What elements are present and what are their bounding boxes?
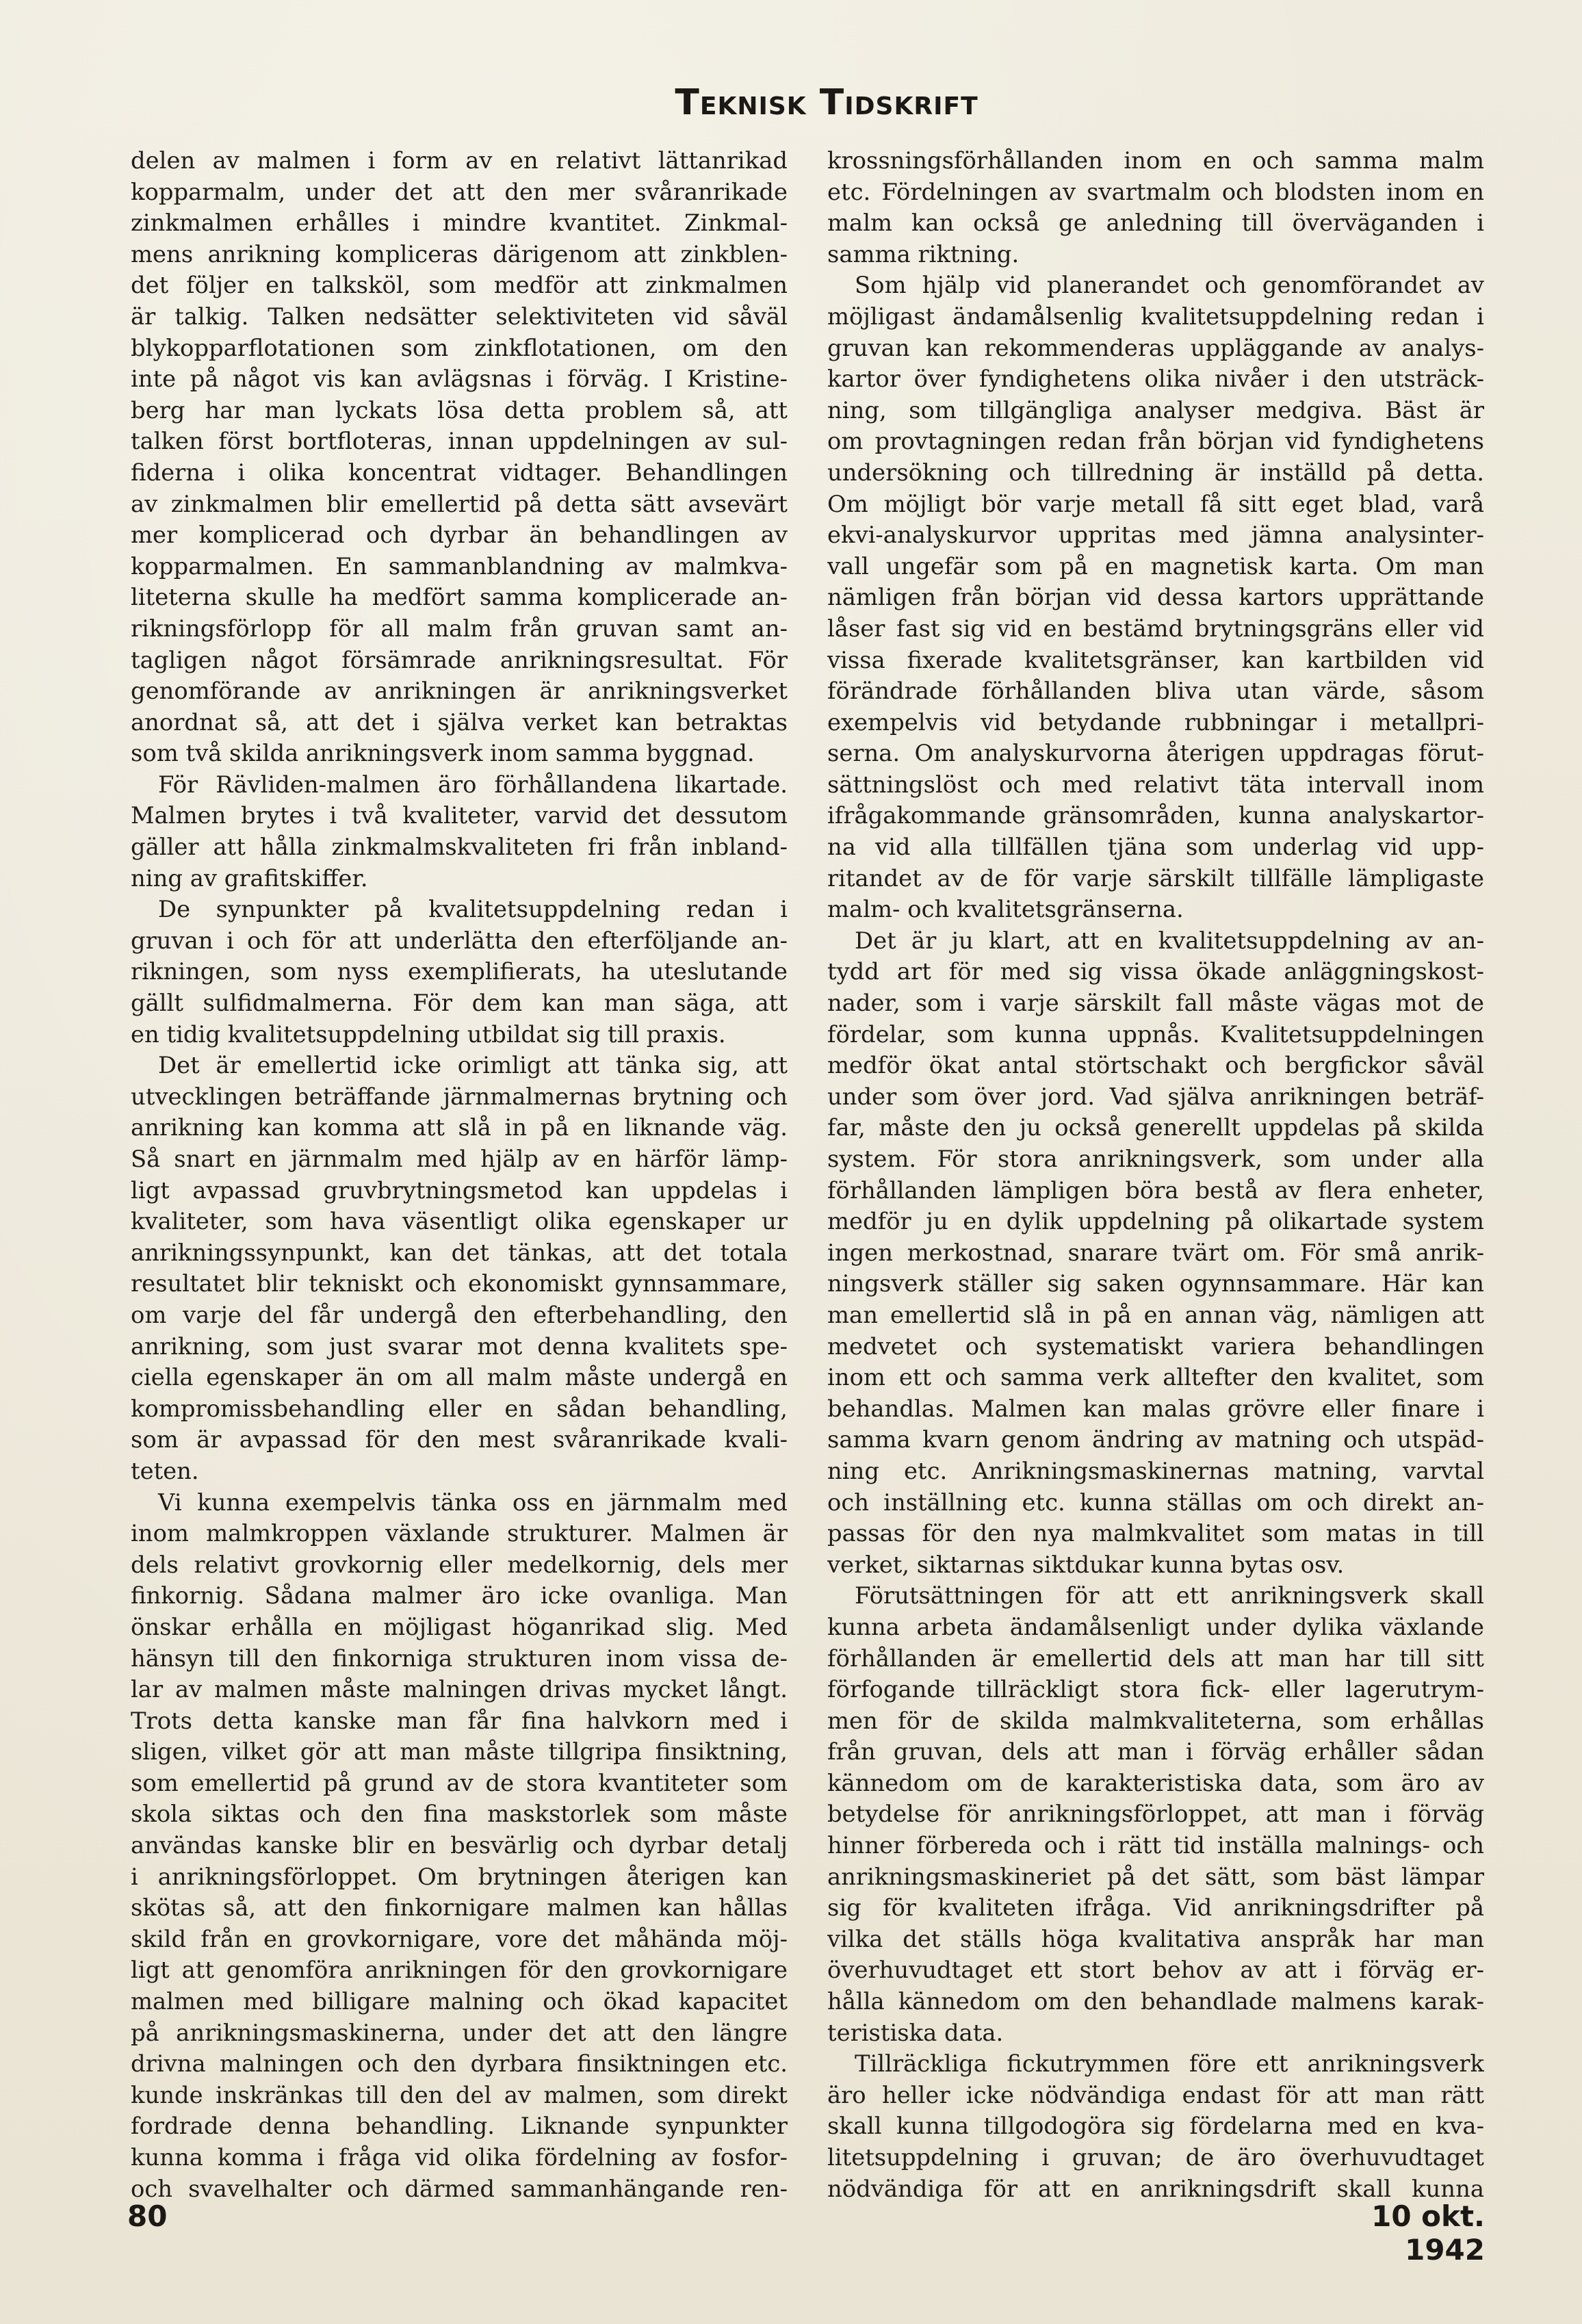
text-line: inom malmkroppen växlande strukturer. Malmen är <box>131 1520 788 1547</box>
text-line: teristiska data. <box>827 2019 1004 2046</box>
text-line: malm kan också ge anledning till överväganden i <box>827 209 1484 237</box>
text-line: anrikning, som just svarar mot denna kvalitets spe- <box>131 1332 788 1360</box>
text-line: det följer en talksköl, som medför att zinkmalmen <box>131 272 788 299</box>
text-line: drivna malningen och den dyrbara finsiktningen etc. <box>131 2050 788 2078</box>
text-line: genomförande av anrikningen är anrikningsverket <box>131 677 788 705</box>
text-line: nödvändiga för att en anrikningsdrift skall kunna <box>827 2175 1484 2202</box>
text-line: möjligast ändamålsenlig kvalitetsuppdelning redan i <box>827 302 1484 330</box>
text-line: Som hjälp vid planerandet och genomförandet av <box>855 272 1484 299</box>
text-line: behandlas. Malmen kan malas grövre eller finare i <box>827 1395 1484 1422</box>
text-line: låser fast sig vid en bestämd brytningsgräns eller vid <box>827 615 1484 642</box>
text-line: kartor över fyndighetens olika nivåer i den utsträck- <box>827 365 1484 393</box>
text-line: anrikning kan komma att slå in på en liknande väg. <box>131 1114 788 1141</box>
text-line: nämligen från början vid dessa kartors upprättande <box>827 584 1484 611</box>
issue-date: 10 okt. 1942 <box>1371 2199 1485 2267</box>
text-line: ifrågakommande gränsområden, kunna analyskartor- <box>827 802 1484 829</box>
text-line: man emellertid slå in på en annan väg, nämligen att <box>827 1301 1484 1328</box>
text-line: ritandet av de för varje särskilt tillfälle lämpligaste <box>827 864 1484 892</box>
text-line: hålla kännedom om den behandlade malmens karak- <box>827 1988 1484 2015</box>
text-line: men för de skilda malmkvaliteterna, som erhållas <box>827 1707 1484 1734</box>
text-line: Det är ju klart, att en kvalitetsuppdelning av an- <box>855 927 1484 954</box>
text-line: kunde inskränkas till den del av malmen, som direkt <box>131 2081 788 2108</box>
text-line: anrikningsmaskineriet på det sätt, som bäst lämpar <box>827 1863 1484 1890</box>
right-column <box>827 145 1484 2204</box>
text-line: Trots detta kanske man får fina halvkorn med i <box>131 1707 788 1734</box>
text-line: kompromissbehandling eller en sådan behandling, <box>131 1395 788 1422</box>
text-line: Malmen brytes i två kvaliteter, varvid det dessutom <box>131 802 788 829</box>
text-line: av zinkmalmen blir emellertid på detta sätt avsevärt <box>131 490 788 517</box>
text-line: användas kanske blir en besvärlig och dyrbar detalj <box>131 1832 788 1859</box>
text-line: gäller att hålla zinkmalmskvaliteten fri från inbland- <box>131 834 788 861</box>
text-line: serna. Om analyskurvorna återigen uppdragas förut- <box>827 740 1484 767</box>
text-line: nader, som i varje särskilt fall måste vägas mot de <box>827 990 1484 1017</box>
text-line: samma riktning. <box>827 240 1020 268</box>
text-line: förhållanden är emellertid dels att man har till sitt <box>827 1644 1484 1672</box>
text-line: önskar erhålla en möjligast höganrikad slig. Med <box>131 1613 788 1640</box>
text-line: fördelar, som kunna uppnås. Kvalitetsuppdelningen <box>827 1020 1484 1048</box>
text-line: blykopparflotationen som zinkflotationen, om den <box>131 334 788 361</box>
text-line: ningsverk ställer sig saken ogynnsammare. Här kan <box>827 1270 1484 1297</box>
text-line: vall ungefär som på en magnetisk karta. Om man <box>827 552 1484 580</box>
left-column <box>131 145 788 2204</box>
text-line: vilka det ställs höga kvalitativa anspråk har man <box>827 1925 1484 1952</box>
text-line: anordnat så, att det i själva verket kan betraktas <box>131 708 788 736</box>
text-line: malm- och kvalitetsgränserna. <box>827 896 1184 923</box>
text-line: Förutsättningen för att ett anrikningsverk skall <box>855 1582 1484 1610</box>
text-line: samma kvarn genom ändring av matning och utspäd- <box>827 1426 1484 1454</box>
text-line: hinner förbereda och i rätt tid inställa malnings- och <box>827 1832 1484 1859</box>
text-line: mens anrikning kompliceras därigenom att zinkblen- <box>131 240 788 268</box>
text-line: fiderna i olika koncentrat vidtager. Behandlingen <box>131 459 788 486</box>
text-line: ning, som tillgängliga analyser medgiva. Bäst är <box>827 396 1484 424</box>
text-line: medför ökat antal störtschakt och bergfickor såväl <box>827 1052 1484 1079</box>
text-line: De synpunkter på kvalitetsuppdelning redan i <box>158 896 788 923</box>
text-line: kunna arbeta ändamålsenligt under dylika växlande <box>827 1613 1484 1640</box>
text-line: mer komplicerad och dyrbar än behandlingen av <box>131 521 788 549</box>
text-line: sättningslöst och med relativt täta intervall inom <box>827 771 1484 798</box>
text-line: kännedom om de karakteristiska data, som äro av <box>827 1769 1484 1796</box>
text-line: litetsuppdelning i gruvan; de äro överhuvudtaget <box>827 2144 1484 2171</box>
text-line: teten. <box>131 1457 199 1484</box>
text-line: skall kunna tillgodogöra sig fördelarna med en kva- <box>827 2113 1484 2140</box>
text-line: som är avpassad för den mest svåranrikade kvali- <box>131 1426 788 1454</box>
text-line: kvaliteter, som hava väsentligt olika egenskaper ur <box>131 1208 788 1235</box>
journal-title: Teknisk Tidskrift <box>675 82 978 123</box>
text-line: ekvi-analyskurvor uppritas med jämna analysinter- <box>827 521 1484 549</box>
text-line: finkornig. Sådana malmer äro icke ovanliga. Man <box>131 1582 788 1610</box>
text-line: fordrade denna behandling. Liknande synpunkter <box>131 2113 788 2140</box>
text-line: utvecklingen beträffande järnmalmernas brytning och <box>131 1083 788 1110</box>
text-line: överhuvudtaget ett stort behov av att i förväg er- <box>827 1957 1484 1984</box>
text-line: och svavelhalter och därmed sammanhängande ren- <box>131 2175 788 2202</box>
text-line: undersökning och tillredning är inställd på detta. <box>827 459 1484 486</box>
text-line: ligt avpassad gruvbrytningsmetod kan uppdelas i <box>131 1176 788 1204</box>
text-line: under som över jord. Vad själva anrikningen beträf- <box>827 1083 1484 1110</box>
text-line: ingen merkostnad, snarare tvärt om. För små anrik- <box>827 1239 1484 1266</box>
text-line: berg har man lyckats lösa detta problem så, att <box>131 396 788 424</box>
text-line: en tidig kvalitetsuppdelning utbildat sig till praxis. <box>131 1020 726 1048</box>
text-line: är talkig. Talken nedsätter selektiviteten vid såväl <box>131 302 788 330</box>
text-line: om provtagningen redan från början vid fyndighetens <box>827 428 1484 455</box>
text-line: medvetet och systematiskt variera behandlingen <box>827 1332 1484 1360</box>
text-line: resultatet blir tekniskt och ekonomiskt gynnsammare, <box>131 1270 788 1297</box>
text-line: Tillräckliga fickutrymmen före ett anrikningsverk <box>855 2050 1484 2078</box>
text-line: gällt sulfidmalmerna. För dem kan man säga, att <box>131 990 788 1017</box>
text-line: Det är emellertid icke orimligt att tänka sig, att <box>158 1052 788 1079</box>
text-line: ning etc. Anrikningsmaskinernas matning, varvtal <box>827 1457 1484 1484</box>
text-line: tagligen något försämrade anrikningsresultat. För <box>131 646 788 673</box>
text-line: förfogande tillräckligt stora fick- eller lagerutrym- <box>827 1676 1484 1703</box>
text-line: liteterna skulle ha medfört samma komplicerade an- <box>131 584 788 611</box>
text-line: lar av malmen måste malningen drivas mycket långt. <box>131 1676 788 1703</box>
text-line: etc. Fördelningen av svartmalm och blodsten inom en <box>827 178 1484 205</box>
text-line: inte på något vis kan avlägsnas i förväg. I Kristine- <box>131 365 788 393</box>
text-line: malmen med billigare malning och ökad kapacitet <box>131 1988 788 2015</box>
text-line: vissa fixerade kvalitetsgränser, kan kartbilden vid <box>827 646 1484 673</box>
text-line: verket, siktarnas siktdukar kunna bytas osv. <box>827 1551 1345 1578</box>
text-line: skola siktas och den fina maskstorlek som måste <box>131 1800 788 1828</box>
text-line: som emellertid på grund av de stora kvantiteter som <box>131 1769 788 1796</box>
text-line: kopparmalm, under det att den mer svåranrikade <box>131 178 788 205</box>
text-line: anrikningssynpunkt, kan det tänkas, att det totala <box>131 1239 788 1266</box>
text-line: gruvan kan rekommenderas uppläggande av analys- <box>827 334 1484 361</box>
text-line: För Rävliden-malmen äro förhållandena likartade. <box>158 771 788 798</box>
text-line: inom ett och samma verk alltefter den kvalitet, som <box>827 1364 1484 1391</box>
text-line: ciella egenskaper än om all malm måste undergå en <box>131 1364 788 1391</box>
text-line: på anrikningsmaskinerna, under det att den längre <box>131 2019 788 2046</box>
text-line: ning av grafitskiffer. <box>131 864 368 892</box>
text-line: far, måste den ju också generellt uppdelas på skilda <box>827 1114 1484 1141</box>
text-line: om varje del får undergå den efterbehandling, den <box>131 1301 788 1328</box>
text-line: gruvan i och för att underlätta den efterföljande an- <box>131 927 788 954</box>
text-line: na vid alla tillfällen tjäna som underlag vid upp- <box>827 834 1484 861</box>
text-line: dels relativt grovkornig eller medelkornig, dels mer <box>131 1551 788 1578</box>
text-line: hänsyn till den finkorniga strukturen inom vissa de- <box>131 1644 788 1672</box>
text-line: skild från en grovkornigare, vore det måhända möj- <box>131 1925 788 1952</box>
text-line: och inställning etc. kunna ställas om och direkt an- <box>827 1488 1484 1516</box>
text-line: medför ju en dylik uppdelning på olikartade system <box>827 1208 1484 1235</box>
text-line: skötas så, att den finkornigare malmen kan hållas <box>131 1894 788 1922</box>
text-line: passas för den nya malmkvalitet som matas in till <box>827 1520 1484 1547</box>
text-line: delen av malmen i form av en relativt lättanrikad <box>131 147 788 174</box>
text-line: kunna komma i fråga vid olika fördelning av fosfor- <box>131 2144 788 2171</box>
text-line: Vi kunna exempelvis tänka oss en järnmalm med <box>158 1488 788 1516</box>
text-line: Om möjligt bör varje metall få sitt eget blad, varå <box>827 490 1484 517</box>
text-line: tydd art för med sig vissa ökade anläggningskost- <box>827 958 1484 985</box>
text-line: ligt att genomföra anrikningen för den grovkornigare <box>131 1957 788 1984</box>
page-number: 80 <box>127 2199 168 2233</box>
text-line: kopparmalmen. En sammanblandning av malmkva- <box>131 552 788 580</box>
text-line: rikningen, som nyss exemplifierats, ha uteslutande <box>131 958 788 985</box>
text-line: sig för kvaliteten ifråga. Vid anrikningsdrifter på <box>827 1894 1484 1922</box>
text-line: talken först bortfloteras, innan uppdelningen av sul- <box>131 428 788 455</box>
text-line: i anrikningsförloppet. Om brytningen återigen kan <box>131 1863 788 1890</box>
text-line: Så snart en järnmalm med hjälp av en härför lämp- <box>131 1146 788 1172</box>
text-line: från gruvan, dels att man i förväg erhåller sådan <box>827 1738 1484 1766</box>
text-line: system. För stora anrikningsverk, som under alla <box>827 1146 1484 1172</box>
text-line: rikningsförlopp för all malm från gruvan samt an- <box>131 615 788 642</box>
text-line: förhållanden lämpligen böra bestå av flera enheter, <box>827 1176 1484 1204</box>
text-line: förändrade förhållanden bliva utan värde, såsom <box>827 677 1484 705</box>
text-line: sligen, vilket gör att man måste tillgripa finsiktning, <box>131 1738 788 1766</box>
text-line: zinkmalmen erhålles i mindre kvantitet. Zinkmal- <box>131 209 788 237</box>
text-line: betydelse för anrikningsförloppet, att man i förväg <box>827 1800 1484 1828</box>
text-line: krossningsförhållanden inom en och samma malm <box>827 147 1484 174</box>
text-line: exempelvis vid betydande rubbningar i metallpri- <box>827 708 1484 736</box>
text-line: äro heller icke nödvändiga endast för att man rätt <box>827 2081 1484 2108</box>
text-line: som två skilda anrikningsverk inom samma byggnad. <box>131 740 755 767</box>
